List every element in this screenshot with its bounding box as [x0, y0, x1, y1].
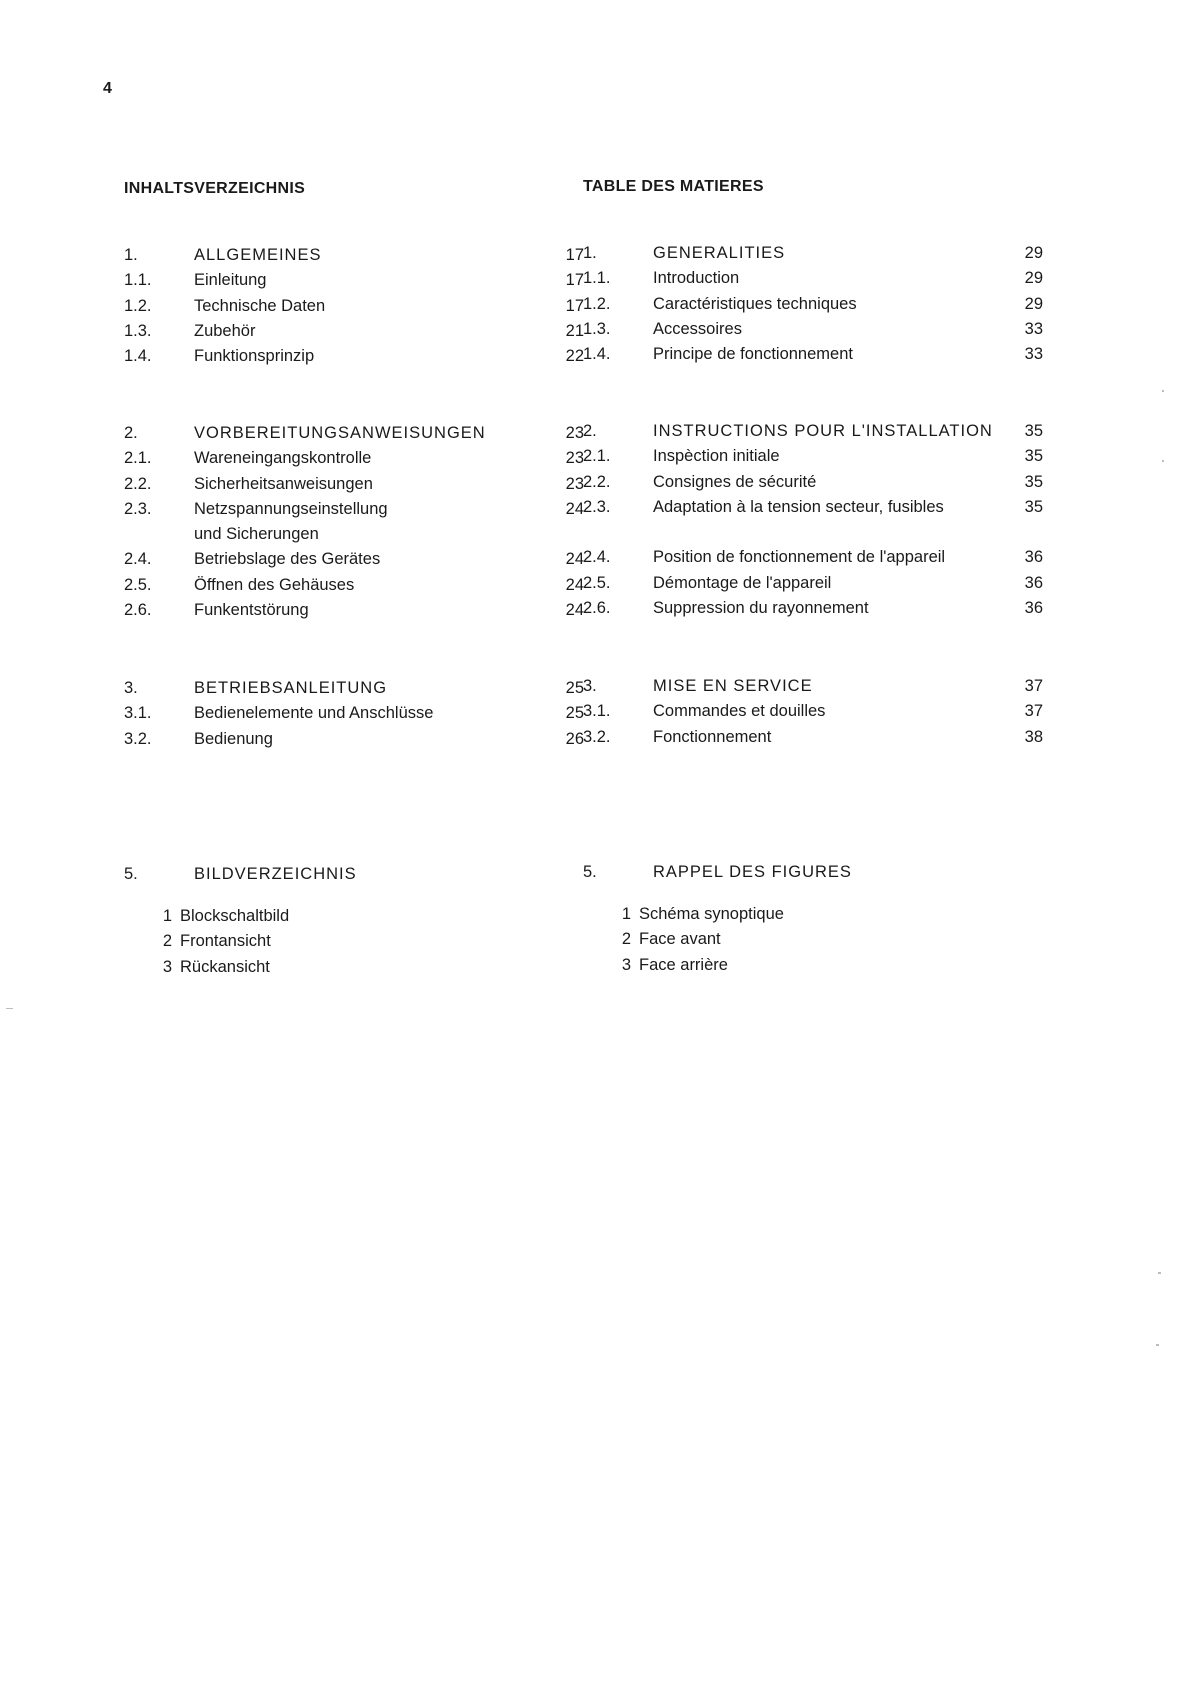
toc-number: 2.2. [583, 472, 611, 491]
toc-entry [583, 444, 1043, 469]
toc-entry [124, 268, 584, 293]
figure-label: Blockschaltbild [180, 907, 290, 925]
toc-title: Adaptation à la tension secteur, fusibles [653, 497, 944, 516]
toc-number: 1. [583, 244, 597, 262]
toc-page: 35 [1024, 422, 1043, 440]
toc-entry [124, 701, 584, 726]
toc-entry [124, 344, 584, 369]
scan-speck [1162, 390, 1164, 392]
toc-page: 36 [1024, 548, 1043, 567]
figure-label: Frontansicht [180, 932, 271, 951]
toc-entry [124, 598, 584, 623]
toc-page: 22 [565, 347, 584, 366]
toc-number: 2.4. [583, 548, 611, 567]
figure-number: 3 [621, 955, 631, 974]
figure-item [613, 927, 873, 952]
toc-page: 25 [565, 704, 584, 723]
toc-page: 38 [1024, 727, 1043, 746]
toc-title: Position de fonctionnement de l'appareil [653, 548, 946, 567]
toc-number: 3.1. [583, 702, 611, 721]
toc-number: 2.4. [124, 550, 152, 569]
figures-section-fr [583, 860, 1043, 885]
toc-title: Einleitung [194, 271, 267, 290]
scan-speck [1156, 1344, 1159, 1346]
toc-title: Bedienelemente und Anschlüsse [194, 704, 434, 723]
toc-section-1-fr [583, 241, 1043, 367]
toc-entry [583, 470, 1043, 495]
figure-number: 2 [162, 932, 172, 951]
toc-page: 24 [565, 601, 584, 620]
toc-page: 36 [1024, 599, 1043, 618]
figure-item [613, 902, 873, 927]
toc-page: 23 [565, 474, 584, 493]
toc-number: 1. [124, 246, 138, 264]
toc-page: 35 [1024, 472, 1043, 491]
toc-entry [583, 495, 1043, 546]
toc-entry [583, 596, 1043, 621]
figure-number: 3 [162, 957, 172, 976]
figure-item [154, 929, 394, 954]
toc-title: Suppression du rayonnement [653, 599, 869, 618]
toc-number: 2.6. [124, 601, 152, 620]
toc-page: 23 [565, 449, 584, 468]
toc-entry [124, 573, 584, 598]
toc-page: 17 [565, 271, 584, 290]
toc-page: 37 [1024, 702, 1043, 721]
toc-entry [583, 292, 1043, 317]
toc-title: Inspèction initiale [653, 447, 780, 466]
toc-title: MISE EN SERVICE [653, 677, 813, 695]
toc-entry [583, 317, 1043, 342]
toc-number: 2. [124, 424, 138, 442]
toc-number: 1.3. [583, 319, 611, 338]
toc-number: 1.2. [124, 296, 152, 315]
toc-entry [124, 319, 584, 344]
toc-title: Zubehör [194, 321, 256, 340]
toc-number: 1.4. [583, 345, 611, 364]
toc-page: 36 [1024, 573, 1043, 592]
heading-fr: TABLE DES MATIERES [583, 178, 764, 195]
toc-number: 2.2. [124, 474, 152, 493]
toc-number: 2.5. [583, 573, 611, 592]
toc-number: 1.4. [124, 347, 152, 366]
toc-title: Consignes de sécurité [653, 472, 817, 491]
toc-title: Funktionsprinzip [194, 347, 315, 366]
toc-entry [124, 497, 584, 548]
toc-page: 23 [565, 424, 584, 442]
toc-number: 2.3. [124, 499, 152, 518]
toc-title: Commandes et douilles [653, 702, 826, 721]
toc-number: 1.1. [124, 271, 152, 290]
toc-title: Démontage de l'appareil [653, 573, 832, 592]
toc-title-line-2: und Sicherungen [194, 525, 319, 544]
toc-title: Öffnen des Gehäuses [194, 575, 355, 594]
toc-title: Principe de fonctionnement [653, 345, 853, 364]
toc-number: 2.1. [124, 449, 152, 468]
toc-title: ALLGEMEINES [194, 246, 322, 264]
figure-label: Schéma synoptique [639, 905, 784, 923]
toc-entry [583, 571, 1043, 596]
toc-entry [124, 446, 584, 471]
figure-item [613, 953, 873, 978]
toc-title: Technische Daten [194, 296, 326, 315]
heading-de: INHALTSVERZEICHNIS [124, 180, 306, 197]
toc-title [194, 497, 388, 548]
toc-title: RAPPEL DES FIGURES [653, 863, 852, 881]
toc-page: 25 [565, 679, 584, 697]
toc-page: 24 [565, 575, 584, 594]
toc-title: VORBEREITUNGSANWEISUNGEN [194, 424, 486, 442]
toc-section-2-fr [583, 419, 1043, 621]
toc-title: Caractéristiques techniques [653, 294, 857, 313]
figure-number: 1 [162, 907, 172, 925]
toc-page: 29 [1024, 244, 1043, 262]
toc-number: 2. [583, 422, 597, 440]
toc-number: 1.1. [583, 269, 611, 288]
toc-title: Accessoires [653, 319, 742, 338]
toc-title: Sicherheitsanweisungen [194, 474, 373, 493]
toc-page: 33 [1024, 345, 1043, 364]
toc-title: GENERALITIES [653, 244, 786, 262]
toc-entry [583, 266, 1043, 291]
toc-entry [124, 676, 584, 701]
toc-page: 35 [1024, 447, 1043, 466]
toc-page: 29 [1024, 269, 1043, 288]
scan-speck [1162, 460, 1164, 462]
toc-title-line-1: Netzspannungseinstellung [194, 499, 388, 518]
toc-number: 5. [124, 865, 138, 883]
toc-entry [583, 674, 1043, 699]
toc-section-2-de [124, 421, 584, 623]
toc-entry [583, 699, 1043, 724]
toc-entry [583, 241, 1043, 266]
toc-section-3-fr [583, 674, 1043, 750]
toc-number: 3. [124, 679, 138, 697]
toc-section-1-de [124, 243, 584, 369]
toc-title: BETRIEBSANLEITUNG [194, 679, 388, 697]
toc-page: 26 [565, 729, 584, 748]
toc-number: 5. [583, 863, 597, 881]
scan-speck [1158, 1272, 1161, 1274]
toc-number: 2.5. [124, 575, 152, 594]
toc-number: 3.2. [583, 727, 611, 746]
toc-title: Fonctionnement [653, 727, 772, 746]
toc-entry [124, 547, 584, 572]
toc-page: 29 [1024, 294, 1043, 313]
figure-label: Rückansicht [180, 957, 270, 976]
figure-item [154, 955, 394, 980]
figure-label: Face arrière [639, 955, 728, 974]
figure-number: 1 [621, 905, 631, 923]
toc-title: Betriebslage des Gerätes [194, 550, 381, 569]
toc-page: 21 [565, 321, 584, 340]
toc-title: INSTRUCTIONS POUR L'INSTALLATION [653, 422, 993, 440]
toc-number: 3.2. [124, 729, 152, 748]
toc-section-3-de [124, 676, 584, 752]
toc-entry [124, 243, 584, 268]
figures-list-fr [613, 902, 873, 978]
toc-page: 17 [565, 246, 584, 264]
toc-page: 33 [1024, 319, 1043, 338]
toc-page: 24 [565, 499, 584, 518]
toc-title: BILDVERZEICHNIS [194, 865, 357, 883]
toc-number: 2.6. [583, 599, 611, 618]
toc-page: 24 [565, 550, 584, 569]
toc-entry [583, 419, 1043, 444]
toc-number: 2.3. [583, 497, 611, 516]
figures-section-de [124, 862, 584, 887]
toc-number: 3.1. [124, 704, 152, 723]
toc-entry [583, 860, 1043, 885]
toc-entry [583, 545, 1043, 570]
toc-entry [124, 727, 584, 752]
figure-label: Face avant [639, 930, 721, 949]
toc-page: 17 [565, 296, 584, 315]
toc-entry [124, 472, 584, 497]
toc-title: Funkentstörung [194, 601, 309, 620]
toc-entry [583, 725, 1043, 750]
toc-entry [583, 342, 1043, 367]
toc-entry [124, 862, 584, 887]
toc-title: Introduction [653, 269, 740, 288]
toc-number: 3. [583, 677, 597, 695]
page-number: 4 [103, 80, 112, 97]
figure-item [154, 904, 394, 929]
toc-title: Bedienung [194, 729, 273, 748]
toc-number: 1.3. [124, 321, 152, 340]
toc-page: 37 [1024, 677, 1043, 695]
scan-speck [6, 1008, 13, 1009]
figure-number: 2 [621, 930, 631, 949]
toc-title: Wareneingangskontrolle [194, 449, 372, 468]
figures-list-de [154, 904, 394, 980]
toc-entry [124, 294, 584, 319]
toc-number: 1.2. [583, 294, 611, 313]
toc-entry [124, 421, 584, 446]
toc-number: 2.1. [583, 447, 611, 466]
toc-page: 35 [1024, 497, 1043, 516]
